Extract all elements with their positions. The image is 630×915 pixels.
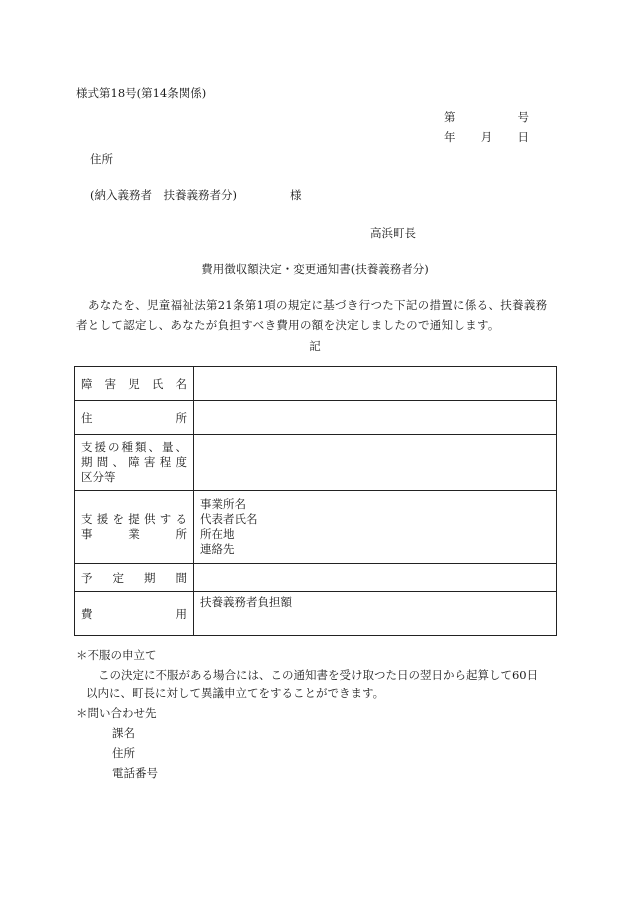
provider-label-char: 事 — [81, 527, 93, 541]
body-paragraph: あなたを、児童福祉法第21条第1項の規定に基づき行つた下記の措置に係る、扶養義務者として認定し、あなたが負担すべき費用の額を決定しましたので通知します。 — [76, 298, 548, 332]
provider-label — [75, 491, 194, 564]
address-value — [194, 401, 557, 435]
address-label — [75, 401, 194, 435]
support-type-char: 、 — [148, 440, 160, 454]
child-name-label-char: 名 — [175, 376, 187, 391]
period-label-char: 期 — [144, 570, 156, 585]
contact-item: 課名 — [112, 726, 135, 740]
child-name-label-char: 害 — [104, 376, 117, 391]
period-label-char: 間 — [175, 570, 187, 585]
provider-value — [194, 491, 557, 564]
table-row — [75, 367, 557, 401]
table-row — [75, 564, 557, 592]
cost-label-char: 用 — [175, 606, 187, 621]
issuer: 高浜町長 — [370, 226, 416, 240]
address-label-char: 住 — [81, 410, 93, 425]
provider-label-char: 支 — [81, 512, 93, 526]
support-type-line: 区分等 — [81, 470, 116, 484]
table-row — [75, 401, 557, 435]
child-name-label — [75, 367, 194, 401]
child-name-value — [194, 367, 557, 401]
period-label — [75, 564, 194, 592]
provider-label-char: 供 — [144, 512, 156, 526]
support-type-char: 度 — [175, 455, 187, 469]
support-type-char: 害 — [144, 455, 156, 469]
form-number: 様式第18号(第14条関係) — [76, 86, 207, 100]
support-type-char: 間 — [96, 455, 109, 469]
contact-heading: ＊問い合わせ先 — [76, 706, 157, 720]
support-type-char: 障 — [128, 455, 140, 469]
period-label-char: 予 — [81, 570, 93, 585]
child-name-label-char: 障 — [81, 376, 93, 391]
support-type-char: 量 — [162, 440, 174, 454]
support-type-char: 種 — [121, 440, 133, 454]
cost-label-char: 費 — [81, 606, 93, 621]
support-type-label — [75, 435, 194, 491]
provider-label-char: を — [112, 512, 124, 526]
provider-label-char: す — [159, 512, 172, 526]
date-line — [444, 129, 529, 145]
child-name-label-char: 氏 — [151, 376, 164, 391]
table-row — [75, 491, 557, 564]
period-label-char: 定 — [112, 570, 124, 585]
ki-heading: 記 — [309, 339, 321, 353]
provider-label-char: る — [175, 512, 187, 526]
cost-value: 扶養義務者負担額 — [194, 592, 557, 636]
support-type-value — [194, 435, 557, 491]
appeal-heading: ＊不服の申立て — [76, 648, 157, 662]
date-day: 日 — [517, 130, 529, 144]
honorific: 様 — [290, 188, 302, 202]
document-number-line — [444, 109, 529, 125]
child-name-label-char: 児 — [128, 376, 140, 391]
support-type-char: 、 — [175, 440, 187, 454]
recipient-address-label: 住所 — [90, 152, 113, 166]
cost-label — [75, 592, 194, 636]
provider-item: 事業所名 — [200, 497, 246, 511]
provider-item: 代表者氏名 — [200, 512, 258, 526]
support-type-char: 支 — [81, 440, 93, 454]
support-type-char: 援 — [94, 440, 106, 454]
document-title: 費用徴収額決定・変更通知書(扶養義務者分) — [201, 262, 429, 276]
support-type-char: 程 — [159, 455, 172, 469]
table-row — [75, 435, 557, 491]
appeal-text-1: この決定に不服がある場合には、この通知書を受け取つた日の翌日から起算して60日 — [98, 668, 539, 682]
support-type-char: 期 — [81, 455, 93, 469]
support-type-char: の — [108, 440, 120, 454]
provider-item: 所在地 — [200, 527, 235, 541]
num-prefix: 第 — [444, 110, 456, 124]
contact-item: 電話番号 — [112, 766, 158, 780]
appeal-text-2: 以内に、町長に対して異議申立てをすることができます。 — [86, 686, 385, 700]
support-type-char: 、 — [112, 455, 124, 469]
details-table — [74, 366, 557, 636]
table-row — [75, 592, 557, 636]
date-month: 月 — [480, 130, 493, 144]
contact-item: 住所 — [112, 746, 135, 760]
provider-label-char: 所 — [175, 527, 187, 541]
provider-label-char: 業 — [128, 527, 140, 541]
support-type-char: 類 — [135, 440, 147, 454]
date-year: 年 — [444, 130, 456, 144]
address-label-char: 所 — [175, 410, 187, 425]
provider-label-char: 援 — [96, 512, 109, 526]
provider-item: 連絡先 — [200, 542, 235, 556]
period-value — [194, 564, 557, 592]
payer-label: (納入義務者 扶養義務者分) — [90, 188, 237, 202]
num-suffix: 号 — [517, 110, 529, 124]
provider-label-char: 提 — [128, 512, 140, 526]
